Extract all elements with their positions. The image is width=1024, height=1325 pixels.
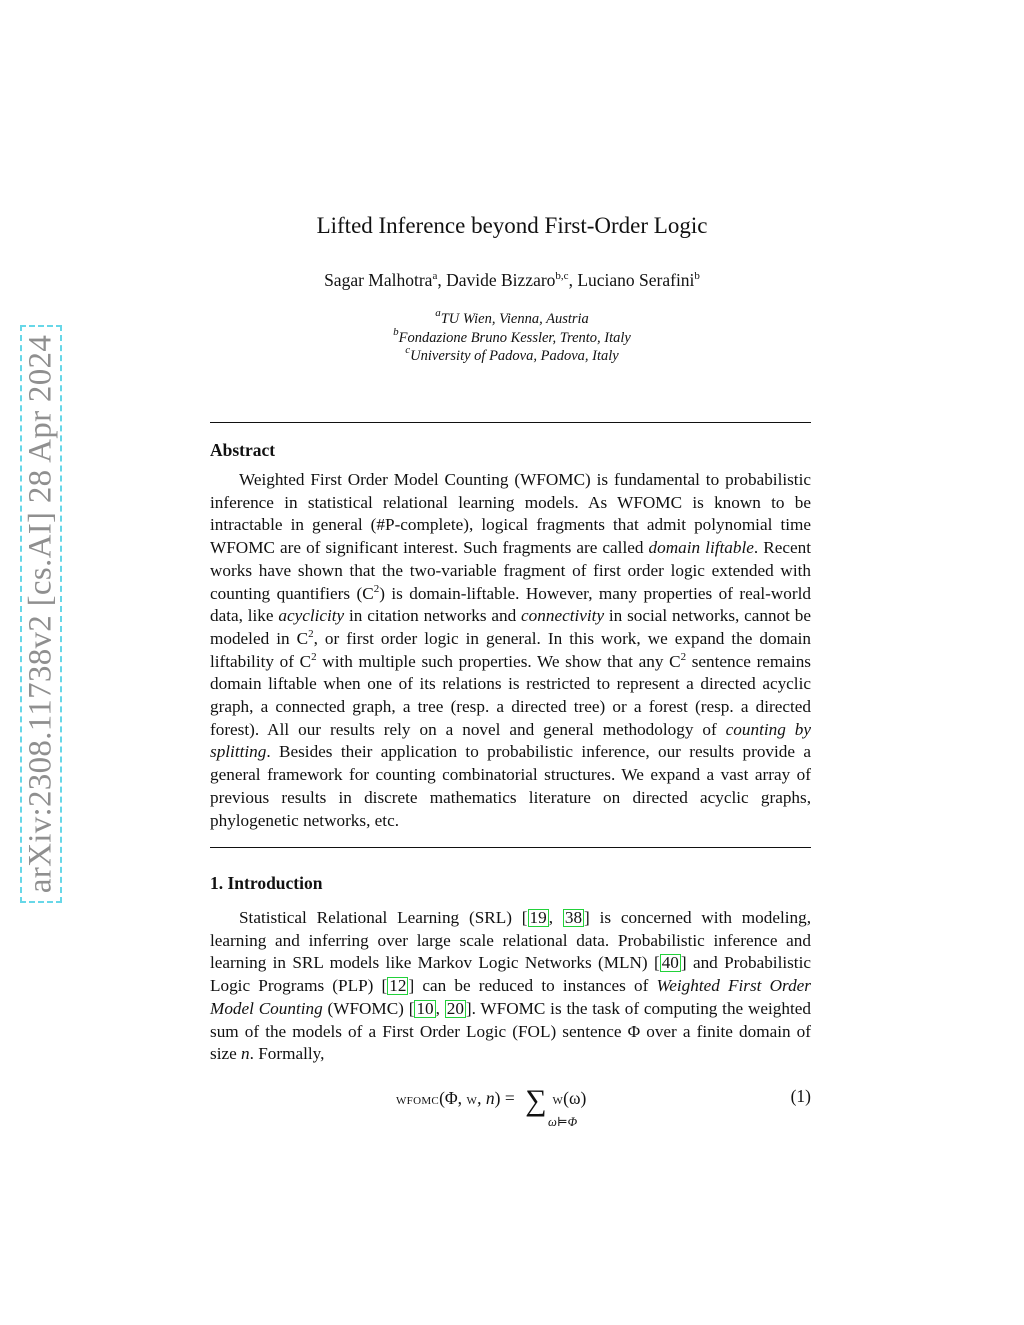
paper-title: Lifted Inference beyond First-Order Logic: [316, 213, 708, 238]
affiliation: [0, 307, 1024, 329]
abstract-bottom-rule: [210, 847, 811, 848]
author-affiliation-mark: b: [694, 270, 700, 282]
author-separator: ,: [437, 270, 447, 290]
summation-symbol: ∑: [525, 1084, 547, 1117]
affiliation-list: [0, 307, 1024, 366]
c2-symbol: $C^2$: [362, 582, 380, 603]
emphasis: Weighted First Order Model Counting: [210, 976, 811, 1018]
affiliation-text: University of Padova, Padova, Italy: [410, 348, 619, 364]
emphasis: domain liftable: [648, 538, 754, 558]
wfomc-function: wfomc: [396, 1092, 440, 1108]
math-variable: n: [241, 1044, 250, 1064]
abstract-top-rule: [210, 422, 811, 423]
c2-symbol: $C^2$: [669, 650, 687, 671]
arxiv-identifier: arXiv:2308.11738v2 [cs.AI] 28 Apr 2024: [22, 334, 59, 894]
affiliation-mark: c: [405, 344, 411, 356]
citation-link[interactable]: 40: [661, 953, 679, 973]
emphasis: connectivity: [521, 606, 605, 626]
author-name: Luciano Serafini: [577, 270, 695, 290]
equation-number: (1): [790, 1086, 811, 1106]
equation-1: [210, 1076, 811, 1136]
citation-link[interactable]: 12: [389, 976, 407, 996]
equation-body: wfomc(Φ, w, n) = ∑ w(ω): [396, 1084, 587, 1117]
affiliation: [0, 344, 1024, 366]
summation-subscript: ω⊨Φ: [548, 1115, 578, 1129]
section-heading-introduction: 1. Introduction: [210, 873, 323, 893]
emphasis: counting by splitting: [210, 719, 811, 762]
affiliation-text: Fondazione Bruno Kessler, Trento, Italy: [398, 329, 631, 346]
emphasis: acyclicity: [278, 606, 345, 626]
author-affiliation-mark: a: [432, 270, 438, 282]
c2-symbol: $C^2$: [296, 627, 314, 648]
arxiv-stamp: [20, 325, 62, 903]
author-separator: ,: [568, 270, 578, 290]
abstract-text: Weighted First Order Model Counting (WFOMC) is fundamental to probabilistic inference in statistical relational learning models. As WFOMC is known to be intractable in general (#P-complete), logical fragments that admit polynomial time WFOMC are of significant interest. Such fragments are called domain liftable. Recent works have shown that the two-variable fragment of first order logic extended with counting quantifiers $(C^2)$ is domain-liftable. However, many properties of real-world data, like acyclicity in citation networks and connectivity in social networks, cannot be modeled in $C^2$, or first order logic in general. In this work, we expand the domain liftability of $C^2$ with multiple such properties. We show that any $C^2$ sentence remains domain liftable when one of its relations is restricted to represent a directed acyclic graph, a connected graph, a tree (resp. a directed tree) or a forest (resp. a directed forest). All our results rely on a novel and general methodology of counting by splitting. Besides their application to probabilistic inference, our results provide a general framework for counting combinatorial structures. We expand a vast array of previous results in discrete mathematics literature on directed acyclic graphs, phylogenetic networks, etc.: [210, 470, 811, 830]
author-affiliation-mark: b,c: [555, 270, 569, 282]
abstract-heading: Abstract: [210, 440, 276, 460]
citation-link[interactable]: 19: [529, 908, 547, 927]
affiliation: [0, 325, 1024, 348]
affiliation-mark: a: [435, 307, 441, 319]
introduction-paragraph: Statistical Relational Learning (SRL) [ 19 , 38 ] is concerned with modeling, learning and inferring over large scale relational data. Probabilistic inference and learning in SRL models like Markov Logic Networks (MLN) [ 40 ] and Probabilistic Logic Programs (PLP) [ 12 ] can be reduced to instances of Weighted First Order Model Counting (WFOMC) [ 10 , 20 ]. WFOMC is the task of computing the weighted sum of the models of a First Order Logic (FOL) sentence Φ over a finite domain of size n. Formally,: [210, 908, 811, 1064]
citation-link[interactable]: 10: [416, 998, 434, 1018]
citation-link[interactable]: 38: [564, 908, 583, 927]
citation-link[interactable]: 20: [446, 998, 464, 1018]
affiliation-text: TU Wien, Vienna, Austria: [440, 311, 589, 327]
affiliation-mark: b: [393, 325, 399, 338]
author-name: Sagar Malhotra: [324, 270, 433, 290]
author-list: [0, 270, 1024, 291]
author-name: Davide Bizzaro: [446, 270, 556, 290]
c2-symbol: $C^2$: [299, 650, 317, 671]
